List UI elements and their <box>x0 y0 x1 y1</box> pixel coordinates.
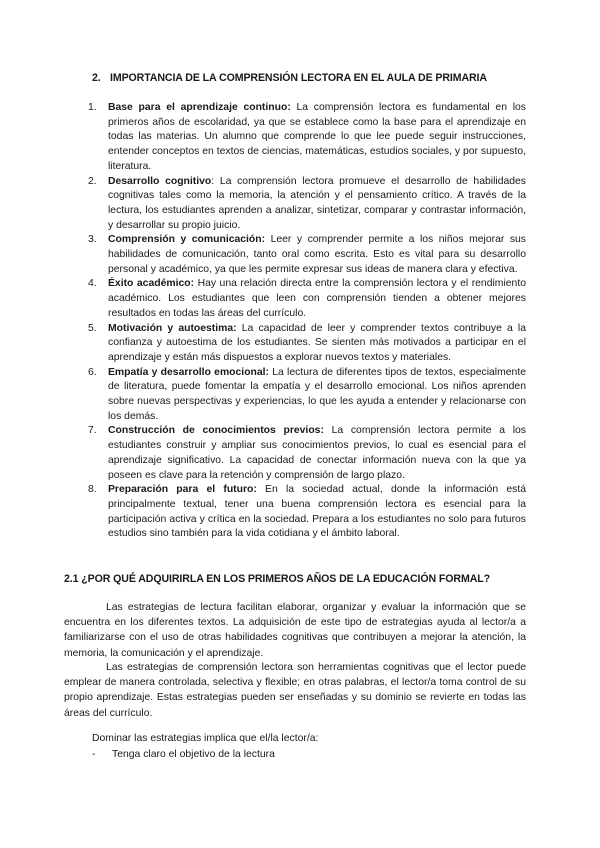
subsection-heading: 2.1 ¿POR QUÉ ADQUIRIRLA EN LOS PRIMEROS AÑOS DE LA EDUCACIÓN FORMAL? <box>64 573 490 585</box>
item-title: Desarrollo cognitivo <box>108 175 212 187</box>
item-text: Leer y comprender permite a los niños mejorar sus habilidades de comunicación, tanto oral como escrita. Esto es vital para su desarrollo personal y académico, ya que les permite expresar sus ideas de manera clara y efectiva. <box>108 234 526 275</box>
item-number: 2. <box>88 175 97 187</box>
list-item <box>88 175 526 234</box>
list-item <box>88 322 526 366</box>
item-text: La capacidad de leer y comprender textos contribuye a la confianza y autoestima de los estudiantes. Se sienten más motivados a participar en el aprendizaje y están más dispuestos a explorar nuevos textos y materiales. <box>108 322 526 363</box>
section-heading <box>92 72 487 84</box>
section-number: 2. <box>92 72 101 84</box>
list-item <box>88 233 526 277</box>
list-item <box>88 483 526 542</box>
item-text: En la sociedad actual, donde la información está principalmente textual, tener una buena comprensión lectora es esencial para la participación activa y crítica en la sociedad. Prepara a los estudiantes no solo para futuros estudios sino también para la vida cotidiana y el ámbito laboral. <box>108 484 526 540</box>
item-title: Éxito académico: <box>108 278 195 290</box>
item-title: Base para el aprendizaje continuo: <box>108 102 291 113</box>
item-number: 7. <box>88 425 97 437</box>
dash-list-item <box>92 749 275 760</box>
intro-line: Dominar las estrategias implica que el/la lector/a: <box>92 733 319 744</box>
item-number: 5. <box>88 322 97 334</box>
dash-bullet: - <box>92 749 96 760</box>
item-text: La lectura de diferentes tipos de textos, especialmente de literatura, puede fomentar la empatía y el desarrollo emocional. Los niños aprenden sobre nuevas perspectivas y experiencias, lo que les ayuda a entender y relacionarse con los demás. <box>108 366 526 422</box>
importance-list <box>88 101 526 542</box>
list-item <box>88 101 526 175</box>
item-title: Preparación para el futuro: <box>108 484 257 496</box>
item-title: Empatía y desarrollo emocional: <box>108 366 270 378</box>
item-title: Motivación y autoestima: <box>108 322 237 334</box>
item-number: 8. <box>88 484 97 496</box>
item-text: Hay una relación directa entre la comprensión lectora y el rendimiento académico. Los estudiantes que leen con comprensión tienden a obtener mejores resultados en todas las áreas del currículo. <box>108 278 526 319</box>
dash-item-text: Tenga claro el objetivo de la lectura <box>112 749 275 760</box>
paragraph: Las estrategias de lectura facilitan elaborar, organizar y evaluar la información que se encuentra en los diferentes textos. La adquisición de este tipo de estrategias ayuda al lector/a a familiarizarse con el uso de otras habilidades cognitivas que contribuyen a mejorar la atención, la memoria, la comunicación y el aprendizaje. <box>64 602 526 659</box>
item-title: Comprensión y comunicación: <box>108 234 266 246</box>
paragraph: Las estrategias de comprensión lectora son herramientas cognitivas que el lector puede emplear de manera controlada, selectiva y flexible; en otras palabras, el lector/a toma control de su propio aprendizaje. Estas estrategias pueden ser enseñadas y su dominio se revierte en todas las áreas del currículo. <box>64 662 526 719</box>
item-text: : La comprensión lectora promueve el desarrollo de habilidades cognitivas tales como la memoria, la atención y el pensamiento crítico. A través de la lectura, los estudiantes aprenden a analizar, sintetizar, comparar y contrastar información, y desarrollar su propio juicio. <box>108 175 527 231</box>
list-item <box>88 277 526 321</box>
list-item <box>88 424 526 483</box>
item-text: La comprensión lectora es fundamental en los primeros años de escolaridad, ya que se establece como la base para el aprendizaje en todas las materias. Un alumno que comprende lo que lee puede seguir instrucciones, entender conceptos en textos de ciencias, matemáticas, estudios sociales, y por supuesto, literatura. <box>108 102 526 172</box>
item-number: 1. <box>88 102 97 113</box>
list-item <box>88 366 526 425</box>
item-text: La comprensión lectora permite a los estudiantes construir y ampliar sus conocimientos previos, lo cual es esencial para el aprendizaje significativo. La capacidad de conectar información nueva con la que ya poseen es clave para la retención y comprensión de largo plazo. <box>108 425 527 481</box>
item-number: 6. <box>88 366 97 378</box>
item-number: 3. <box>88 234 97 246</box>
section-title: IMPORTANCIA DE LA COMPRENSIÓN LECTORA EN EL AULA DE PRIMARIA <box>110 72 487 84</box>
item-title: Construcción de conocimientos previos: <box>108 425 324 437</box>
item-number: 4. <box>88 278 97 290</box>
